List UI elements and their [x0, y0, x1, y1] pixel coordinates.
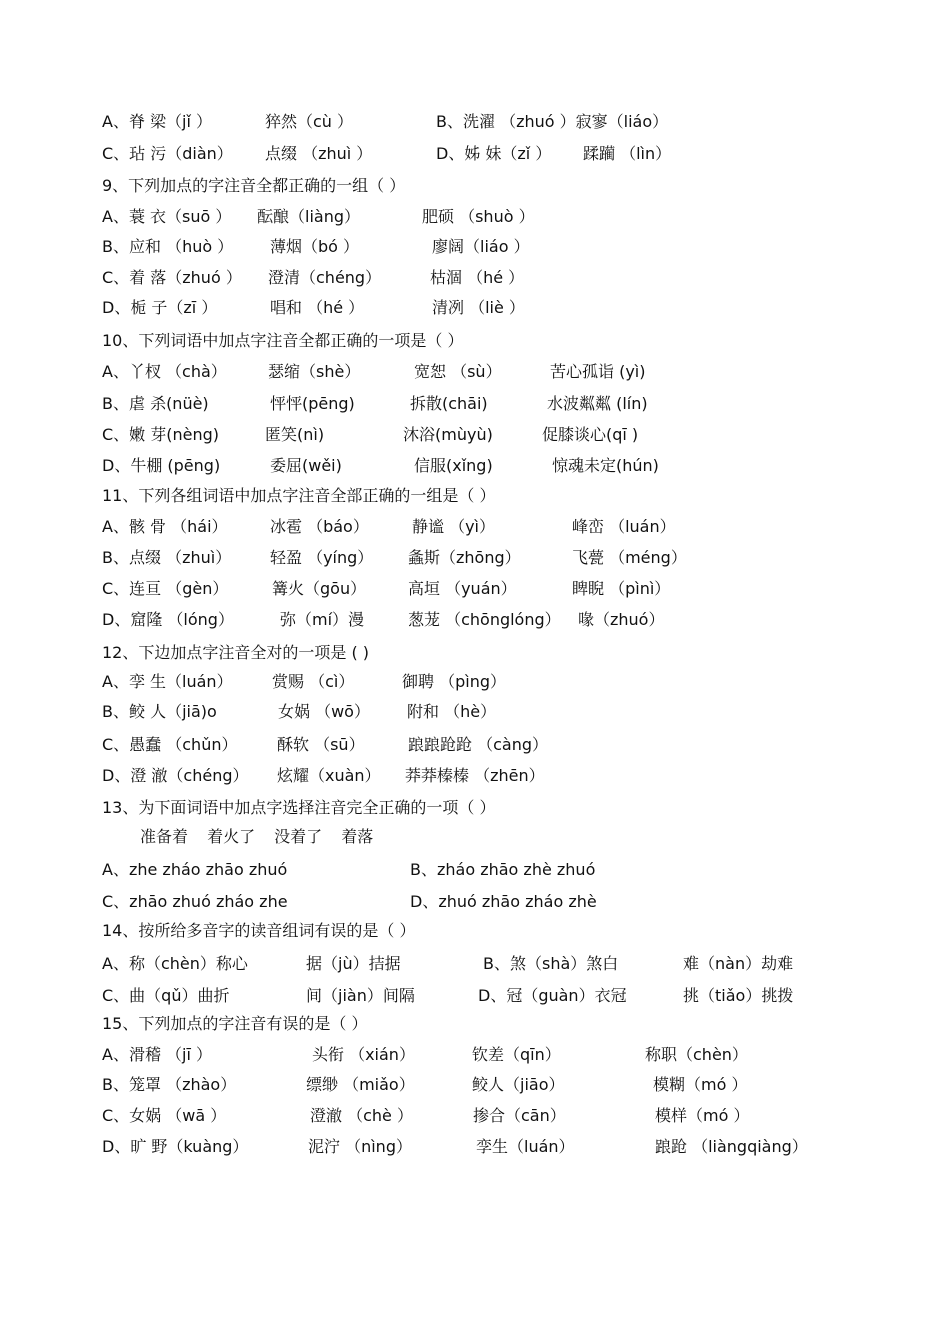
option-item: 拆散(chāi) [410, 394, 488, 413]
option-item: 掺合（cān） [473, 1106, 566, 1125]
option-item: 轻盈 （yíng） [270, 548, 374, 567]
option-item: A、骸 骨 （hái） [102, 517, 228, 536]
option-item: 喙（zhuó） [578, 610, 665, 629]
question-line [0, 1010, 950, 1038]
option-item: B、点缀 （zhuì） [102, 548, 232, 567]
question-text: 10、下列词语中加点字注音全都正确的一项是（ ） [102, 331, 464, 350]
option-item: 难（nàn）劫难 [683, 954, 794, 973]
option-item: 附和 （hè） [407, 702, 497, 721]
option-item: 匿笑(nì) [265, 425, 325, 444]
option-line [0, 606, 950, 634]
option-item: 缥缈 （miǎo） [306, 1075, 415, 1094]
question-line [0, 917, 950, 945]
option-line [0, 390, 950, 418]
option-item: 御聘 （pìng） [402, 672, 506, 691]
option-item: 猝然（cù ） [265, 112, 354, 131]
option-item: A、称（chèn）称心 [102, 954, 248, 973]
option-item: C、zhāo zhuó zháo zhe [102, 892, 288, 911]
option-item: 清冽 （liè ） [432, 298, 525, 317]
option-line [0, 233, 950, 261]
option-item: 据（jù）拮据 [306, 954, 401, 973]
option-item: B、煞（shà）煞白 [483, 954, 619, 973]
option-line [0, 1041, 950, 1069]
option-item: 模样（mó ） [655, 1106, 750, 1125]
option-line [0, 1133, 950, 1161]
option-line [0, 888, 950, 916]
option-item: 飞甍 （méng） [572, 548, 687, 567]
option-item: 委屈(wěi) [270, 456, 342, 475]
option-item: A、孪 生（luán） [102, 672, 233, 691]
option-item: A、蓑 衣（suō ） [102, 207, 232, 226]
option-item: 踉跄 （liàngqiàng） [655, 1137, 808, 1156]
option-item: 赏赐 （cì） [272, 672, 355, 691]
option-item: 点缀 （zhuì ） [265, 144, 373, 163]
option-item: B、洗濯 （zhuó ）寂寥（liáo） [436, 112, 669, 131]
option-item: 薄烟（bó ） [270, 237, 360, 256]
option-item: A、丫杈 （chà） [102, 362, 227, 381]
question-text: 9、下列加点的字注音全都正确的一组（ ） [102, 176, 406, 195]
option-item: 澄澈 （chè ） [310, 1106, 413, 1125]
option-item: 静谧 （yì） [412, 517, 496, 536]
option-item: A、zhe zháo zhāo zhuó [102, 860, 288, 879]
question-line [0, 172, 950, 200]
option-line [0, 950, 950, 978]
option-item: 挑（tiǎo）挑拨 [683, 986, 794, 1005]
option-line [0, 264, 950, 292]
option-item: 苦心孤诣 (yì) [550, 362, 646, 381]
option-line [0, 421, 950, 449]
option-line [0, 544, 950, 572]
option-line [0, 668, 950, 696]
option-line [0, 1102, 950, 1130]
option-item: 女娲 （wō） [278, 702, 370, 721]
option-item: 澄清（chéng） [268, 268, 382, 287]
option-item: A、脊 梁（jǐ ） [102, 112, 213, 131]
option-line [0, 575, 950, 603]
option-item: C、玷 污（diàn） [102, 144, 233, 163]
option-item: 模糊（mó ） [653, 1075, 748, 1094]
option-item: 促膝谈心(qī ) [542, 425, 639, 444]
option-item: 峰峦 （luán） [572, 517, 676, 536]
option-item: D、冠（guàn）衣冠 [478, 986, 627, 1005]
option-line [0, 452, 950, 480]
option-item: 肥硕 （shuò ） [422, 207, 535, 226]
option-item: D、栀 子（zī ） [102, 298, 218, 317]
option-item: 高垣 （yuán） [408, 579, 517, 598]
option-item: C、曲（qǔ）曲折 [102, 986, 230, 1005]
option-line [0, 1071, 950, 1099]
option-item: D、牛棚 (pēng) [102, 456, 221, 475]
option-item: 惊魂未定(hún) [552, 456, 659, 475]
option-item: B、鲛 人（jiā)o [102, 702, 217, 721]
option-item: B、应和 （huò ） [102, 237, 234, 256]
option-item: D、姊 妹（zǐ ） [436, 144, 552, 163]
option-item: 酝酿（liàng） [257, 207, 360, 226]
option-item: 泥泞 （nìng） [308, 1137, 412, 1156]
option-item: 瑟缩（shè） [268, 362, 361, 381]
option-item: A、滑稽 （jī ） [102, 1045, 213, 1064]
question-text: 13、为下面词语中加点字选择注音完全正确的一项（ ） [102, 798, 496, 817]
word-list-line [0, 823, 950, 851]
option-line [0, 203, 950, 231]
option-item: 头衔 （xián） [312, 1045, 415, 1064]
option-line [0, 108, 950, 136]
option-item: B、zháo zhāo zhè zhuó [410, 860, 596, 879]
option-item: 称职（chèn） [645, 1045, 748, 1064]
option-item: 篝火（gōu） [272, 579, 367, 598]
option-line [0, 513, 950, 541]
option-item: D、zhuó zhāo zháo zhè [410, 892, 597, 911]
option-item: 踉踉跄跄 （càng） [408, 735, 548, 754]
option-item: 炫耀（xuàn） [277, 766, 381, 785]
option-item: 枯涸 （hé ） [430, 268, 525, 287]
option-item: D、窟隆 （lóng） [102, 610, 234, 629]
option-item: 钦差（qīn） [472, 1045, 561, 1064]
option-line [0, 982, 950, 1010]
option-item: 孪生（luán） [476, 1137, 575, 1156]
option-line [0, 731, 950, 759]
option-line [0, 856, 950, 884]
option-item: 唱和 （hé ） [270, 298, 365, 317]
question-line [0, 639, 950, 667]
option-item: 廖阔（liáo ） [432, 237, 530, 256]
question-line [0, 482, 950, 510]
option-line [0, 762, 950, 790]
option-item: B、虐 杀(nüè) [102, 394, 209, 413]
question-text: 11、下列各组词语中加点字注音全部正确的一组是（ ） [102, 486, 496, 505]
option-item: C、愚蠢 （chǔn） [102, 735, 238, 754]
option-line [0, 358, 950, 386]
option-line [0, 140, 950, 168]
option-item: C、连亘 （gèn） [102, 579, 229, 598]
option-item: 葱茏 （chōnglóng） [408, 610, 561, 629]
option-item: D、旷 野（kuàng） [102, 1137, 249, 1156]
option-item: 沐浴(mùyù) [403, 425, 493, 444]
option-line [0, 294, 950, 322]
option-item: 鲛人（jiāo） [472, 1075, 565, 1094]
option-item: C、女娲 （wā ） [102, 1106, 227, 1125]
option-line [0, 698, 950, 726]
option-item: B、笼罩 （zhào） [102, 1075, 237, 1094]
question-line [0, 327, 950, 355]
option-item: 莽莽榛榛 （zhēn） [405, 766, 545, 785]
question-text: 15、下列加点的字注音有误的是（ ） [102, 1014, 368, 1033]
option-item: 间（jiàn）间隔 [306, 986, 415, 1005]
option-item: 信服(xǐng) [414, 456, 493, 475]
question-line [0, 794, 950, 822]
question-text: 14、按所给多音字的读音组词有误的是（ ） [102, 921, 416, 940]
option-item: 冰雹 （báo） [270, 517, 369, 536]
option-item: 弥（mí）漫 [280, 610, 365, 629]
option-item: 宽恕 （sù） [414, 362, 502, 381]
word-list: 准备着 着火了 没着了 着落 [140, 827, 374, 846]
option-item: 蹂躏 （lìn） [583, 144, 672, 163]
option-item: 睥睨 （pìnì） [572, 579, 671, 598]
question-text: 12、下边加点字注音全对的一项是 ( ) [102, 643, 370, 662]
option-item: 酥软 （sū） [277, 735, 365, 754]
option-item: D、澄 澈（chéng） [102, 766, 249, 785]
option-item: C、嫩 芽(nèng) [102, 425, 220, 444]
option-item: 螽斯（zhōng） [408, 548, 521, 567]
option-item: 怦怦(pēng) [270, 394, 355, 413]
option-item: C、着 落（zhuó ） [102, 268, 242, 287]
option-item: 水波粼粼 (lín) [547, 394, 648, 413]
